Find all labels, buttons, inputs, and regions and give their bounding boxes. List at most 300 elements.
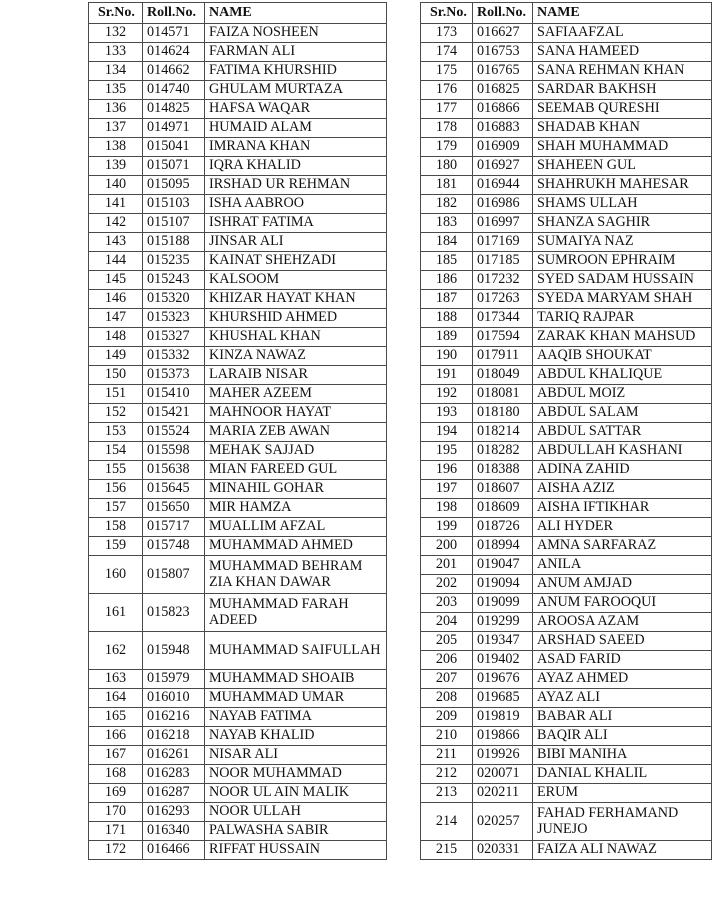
cell-name: FATIMA KHURSHID (205, 62, 387, 81)
cell-sr-no: 160 (89, 556, 143, 594)
cell-roll-no: 016627 (473, 24, 533, 43)
cell-name: FAHAD FERHAMAND JUNEJO (533, 803, 712, 841)
cell-roll-no: 019099 (473, 594, 533, 613)
cell-roll-no: 016261 (143, 746, 205, 765)
cell-name: IMRANA KHAN (205, 138, 387, 157)
cell-sr-no: 153 (89, 423, 143, 442)
table-row (421, 271, 712, 290)
cell-roll-no: 016218 (143, 727, 205, 746)
table-row (89, 24, 387, 43)
cell-sr-no: 134 (89, 62, 143, 81)
cell-name: ABDULLAH KASHANI (533, 442, 712, 461)
cell-name: KHUSHAL KHAN (205, 328, 387, 347)
table-row (89, 556, 387, 594)
cell-roll-no: 015948 (143, 632, 205, 670)
cell-sr-no: 193 (421, 404, 473, 423)
table-row (89, 290, 387, 309)
cell-sr-no: 197 (421, 480, 473, 499)
cell-roll-no: 018994 (473, 537, 533, 556)
table-row (89, 43, 387, 62)
cell-roll-no: 015071 (143, 157, 205, 176)
cell-roll-no: 016765 (473, 62, 533, 81)
table-row (421, 423, 712, 442)
cell-sr-no: 170 (89, 803, 143, 822)
cell-roll-no: 015188 (143, 233, 205, 252)
cell-roll-no: 017185 (473, 252, 533, 271)
cell-sr-no: 182 (421, 195, 473, 214)
table-row (421, 708, 712, 727)
table-row (421, 670, 712, 689)
cell-name: ANUM AMJAD (533, 575, 712, 594)
cell-roll-no: 016866 (473, 100, 533, 119)
table-row (89, 119, 387, 138)
cell-roll-no: 016753 (473, 43, 533, 62)
table-row (421, 841, 712, 860)
cell-roll-no: 016287 (143, 784, 205, 803)
cell-roll-no: 015807 (143, 556, 205, 594)
cell-name: MIAN FAREED GUL (205, 461, 387, 480)
cell-name: AYAZ AHMED (533, 670, 712, 689)
table-body-left (89, 24, 387, 860)
cell-name: SHAH MUHAMMAD (533, 138, 712, 157)
cell-name: LARAIB NISAR (205, 366, 387, 385)
cell-sr-no: 144 (89, 252, 143, 271)
cell-name: ALI HYDER (533, 518, 712, 537)
table-row (421, 613, 712, 632)
table-row (89, 727, 387, 746)
cell-name: DANIAL KHALIL (533, 765, 712, 784)
table-row (89, 214, 387, 233)
cell-sr-no: 196 (421, 461, 473, 480)
cell-name: MUHAMMAD BEHRAM ZIA KHAN DAWAR (205, 556, 387, 594)
cell-name: NAYAB FATIMA (205, 708, 387, 727)
cell-name: SEEMAB QURESHI (533, 100, 712, 119)
cell-roll-no: 018388 (473, 461, 533, 480)
cell-roll-no: 016340 (143, 822, 205, 841)
cell-sr-no: 164 (89, 689, 143, 708)
cell-sr-no: 213 (421, 784, 473, 803)
table-row (89, 708, 387, 727)
table-row (421, 784, 712, 803)
table-row (89, 499, 387, 518)
table-row (89, 100, 387, 119)
cell-sr-no: 142 (89, 214, 143, 233)
table-row (421, 62, 712, 81)
cell-roll-no: 014624 (143, 43, 205, 62)
cell-roll-no: 015235 (143, 252, 205, 271)
cell-name: GHULAM MURTAZA (205, 81, 387, 100)
cell-sr-no: 140 (89, 176, 143, 195)
cell-name: SANA HAMEED (533, 43, 712, 62)
table-row (89, 803, 387, 822)
cell-roll-no: 014571 (143, 24, 205, 43)
cell-name: SHAMS ULLAH (533, 195, 712, 214)
cell-sr-no: 156 (89, 480, 143, 499)
cell-sr-no: 209 (421, 708, 473, 727)
cell-name: AISHA IFTIKHAR (533, 499, 712, 518)
cell-name: ABDUL SALAM (533, 404, 712, 423)
cell-sr-no: 136 (89, 100, 143, 119)
cell-name: HUMAID ALAM (205, 119, 387, 138)
cell-roll-no: 018726 (473, 518, 533, 537)
cell-name: MUHAMMAD SAIFULLAH (205, 632, 387, 670)
cell-sr-no: 152 (89, 404, 143, 423)
table-row (89, 537, 387, 556)
cell-roll-no: 017594 (473, 328, 533, 347)
table-row (421, 461, 712, 480)
cell-sr-no: 186 (421, 271, 473, 290)
header-cell-roll-no: Roll.No. (143, 3, 205, 24)
cell-roll-no: 018609 (473, 499, 533, 518)
cell-sr-no: 199 (421, 518, 473, 537)
cell-roll-no: 018180 (473, 404, 533, 423)
table-row (421, 328, 712, 347)
table-row (89, 233, 387, 252)
cell-name: BABAR ALI (533, 708, 712, 727)
cell-name: KHURSHID AHMED (205, 309, 387, 328)
cell-name: RIFFAT HUSSAIN (205, 841, 387, 860)
table-row (421, 556, 712, 575)
cell-name: MUHAMMAD UMAR (205, 689, 387, 708)
table-row (421, 404, 712, 423)
cell-sr-no: 143 (89, 233, 143, 252)
cell-sr-no: 215 (421, 841, 473, 860)
table-row (89, 841, 387, 860)
table-row (421, 385, 712, 404)
cell-name: AISHA AZIZ (533, 480, 712, 499)
cell-sr-no: 192 (421, 385, 473, 404)
cell-roll-no: 020071 (473, 765, 533, 784)
cell-name: SANA REHMAN KHAN (533, 62, 712, 81)
cell-name: SUMROON EPHRAIM (533, 252, 712, 271)
cell-roll-no: 015748 (143, 537, 205, 556)
cell-sr-no: 138 (89, 138, 143, 157)
cell-name: ABDUL MOIZ (533, 385, 712, 404)
cell-roll-no: 016293 (143, 803, 205, 822)
cell-name: SHANZA SAGHIR (533, 214, 712, 233)
table-row (421, 157, 712, 176)
cell-roll-no: 018607 (473, 480, 533, 499)
cell-roll-no: 019347 (473, 632, 533, 651)
cell-name: NOOR ULLAH (205, 803, 387, 822)
table-row (89, 518, 387, 537)
table-row (89, 594, 387, 632)
table-header-left (89, 3, 387, 24)
cell-sr-no: 172 (89, 841, 143, 860)
cell-roll-no: 020211 (473, 784, 533, 803)
cell-name: NOOR UL AIN MALIK (205, 784, 387, 803)
cell-sr-no: 165 (89, 708, 143, 727)
cell-roll-no: 019299 (473, 613, 533, 632)
cell-roll-no: 017169 (473, 233, 533, 252)
cell-sr-no: 159 (89, 537, 143, 556)
cell-roll-no: 019685 (473, 689, 533, 708)
cell-name: MUHAMMAD AHMED (205, 537, 387, 556)
cell-name: SHAHRUKH MAHESAR (533, 176, 712, 195)
header-cell-sr-no: Sr.No. (421, 3, 473, 24)
cell-roll-no: 016997 (473, 214, 533, 233)
table-row (89, 784, 387, 803)
cell-sr-no: 141 (89, 195, 143, 214)
cell-name: MAHNOOR HAYAT (205, 404, 387, 423)
cell-name: KHIZAR HAYAT KHAN (205, 290, 387, 309)
cell-name: MIR HAMZA (205, 499, 387, 518)
cell-sr-no: 198 (421, 499, 473, 518)
cell-name: ISHRAT FATIMA (205, 214, 387, 233)
header-row (421, 3, 712, 24)
cell-name: MEHAK SAJJAD (205, 442, 387, 461)
cell-sr-no: 183 (421, 214, 473, 233)
cell-name: ASAD FARID (533, 651, 712, 670)
table-row (89, 366, 387, 385)
table-row (89, 404, 387, 423)
table-row (421, 765, 712, 784)
cell-roll-no: 016010 (143, 689, 205, 708)
cell-sr-no: 157 (89, 499, 143, 518)
cell-sr-no: 179 (421, 138, 473, 157)
table-row (89, 480, 387, 499)
cell-roll-no: 015638 (143, 461, 205, 480)
table-row (89, 138, 387, 157)
cell-sr-no: 135 (89, 81, 143, 100)
cell-sr-no: 133 (89, 43, 143, 62)
cell-roll-no: 019047 (473, 556, 533, 575)
cell-roll-no: 015323 (143, 309, 205, 328)
table-row (421, 176, 712, 195)
cell-roll-no: 015717 (143, 518, 205, 537)
cell-sr-no: 168 (89, 765, 143, 784)
table-row (421, 252, 712, 271)
cell-sr-no: 203 (421, 594, 473, 613)
cell-roll-no: 016986 (473, 195, 533, 214)
cell-name: MUHAMMAD SHOAIB (205, 670, 387, 689)
table-row (421, 537, 712, 556)
table-row (89, 176, 387, 195)
cell-name: ARSHAD SAEED (533, 632, 712, 651)
cell-name: NISAR ALI (205, 746, 387, 765)
cell-sr-no: 139 (89, 157, 143, 176)
cell-name: JINSAR ALI (205, 233, 387, 252)
cell-roll-no: 015103 (143, 195, 205, 214)
cell-sr-no: 190 (421, 347, 473, 366)
table-header-right (421, 3, 712, 24)
table-row (421, 347, 712, 366)
cell-sr-no: 175 (421, 62, 473, 81)
cell-sr-no: 161 (89, 594, 143, 632)
table-row (421, 746, 712, 765)
table-row (421, 632, 712, 651)
cell-roll-no: 014740 (143, 81, 205, 100)
cell-sr-no: 173 (421, 24, 473, 43)
cell-sr-no: 145 (89, 271, 143, 290)
table-row (89, 746, 387, 765)
table-row (89, 765, 387, 784)
cell-sr-no: 178 (421, 119, 473, 138)
cell-sr-no: 163 (89, 670, 143, 689)
table-row (421, 651, 712, 670)
cell-name: SARDAR BAKHSH (533, 81, 712, 100)
cell-sr-no: 171 (89, 822, 143, 841)
cell-roll-no: 014825 (143, 100, 205, 119)
table-row (89, 670, 387, 689)
table-row (89, 62, 387, 81)
table-row (89, 328, 387, 347)
cell-sr-no: 151 (89, 385, 143, 404)
roll-table-right (420, 2, 712, 860)
roll-table-left (88, 2, 387, 860)
cell-name: AROOSA AZAM (533, 613, 712, 632)
cell-sr-no: 212 (421, 765, 473, 784)
table-row (421, 119, 712, 138)
cell-name: FAIZA ALI NAWAZ (533, 841, 712, 860)
cell-sr-no: 205 (421, 632, 473, 651)
table-row (421, 290, 712, 309)
cell-sr-no: 155 (89, 461, 143, 480)
cell-name: FARMAN ALI (205, 43, 387, 62)
cell-name: BAQIR ALI (533, 727, 712, 746)
cell-name: IQRA KHALID (205, 157, 387, 176)
table-row (421, 518, 712, 537)
cell-sr-no: 184 (421, 233, 473, 252)
cell-sr-no: 207 (421, 670, 473, 689)
cell-name: SYEDA MARYAM SHAH (533, 290, 712, 309)
cell-roll-no: 019926 (473, 746, 533, 765)
cell-roll-no: 016944 (473, 176, 533, 195)
table-row (89, 252, 387, 271)
table-row (89, 81, 387, 100)
cell-name: SAFIAAFZAL (533, 24, 712, 43)
table-row (421, 214, 712, 233)
cell-name: MUHAMMAD FARAH ADEED (205, 594, 387, 632)
cell-roll-no: 015107 (143, 214, 205, 233)
table-row (89, 271, 387, 290)
table-row (421, 499, 712, 518)
table-row (89, 423, 387, 442)
cell-roll-no: 019676 (473, 670, 533, 689)
cell-roll-no: 019094 (473, 575, 533, 594)
cell-sr-no: 158 (89, 518, 143, 537)
cell-sr-no: 150 (89, 366, 143, 385)
cell-name: KINZA NAWAZ (205, 347, 387, 366)
cell-sr-no: 181 (421, 176, 473, 195)
cell-sr-no: 208 (421, 689, 473, 708)
cell-name: ISHA AABROO (205, 195, 387, 214)
cell-name: AYAZ ALI (533, 689, 712, 708)
cell-name: ZARAK KHAN MAHSUD (533, 328, 712, 347)
cell-sr-no: 162 (89, 632, 143, 670)
table-row (421, 442, 712, 461)
cell-sr-no: 210 (421, 727, 473, 746)
cell-sr-no: 189 (421, 328, 473, 347)
cell-roll-no: 015320 (143, 290, 205, 309)
table-row (421, 727, 712, 746)
cell-sr-no: 174 (421, 43, 473, 62)
cell-sr-no: 195 (421, 442, 473, 461)
cell-roll-no: 016466 (143, 841, 205, 860)
cell-name: SHAHEEN GUL (533, 157, 712, 176)
cell-roll-no: 016927 (473, 157, 533, 176)
header-cell-roll-no: Roll.No. (473, 3, 533, 24)
cell-roll-no: 015645 (143, 480, 205, 499)
table-row (421, 594, 712, 613)
cell-roll-no: 015243 (143, 271, 205, 290)
cell-roll-no: 015095 (143, 176, 205, 195)
cell-name: SHADAB KHAN (533, 119, 712, 138)
cell-sr-no: 200 (421, 537, 473, 556)
cell-name: AMNA SARFARAZ (533, 537, 712, 556)
cell-name: IRSHAD UR REHMAN (205, 176, 387, 195)
cell-name: SUMAIYA NAZ (533, 233, 712, 252)
cell-sr-no: 167 (89, 746, 143, 765)
table-row (421, 81, 712, 100)
cell-roll-no: 015421 (143, 404, 205, 423)
table-row (421, 24, 712, 43)
cell-roll-no: 018081 (473, 385, 533, 404)
cell-name: AAQIB SHOUKAT (533, 347, 712, 366)
cell-roll-no: 015373 (143, 366, 205, 385)
cell-roll-no: 015041 (143, 138, 205, 157)
cell-name: ADINA ZAHID (533, 461, 712, 480)
cell-sr-no: 146 (89, 290, 143, 309)
cell-sr-no: 132 (89, 24, 143, 43)
cell-name: BIBI MANIHA (533, 746, 712, 765)
cell-roll-no: 014971 (143, 119, 205, 138)
cell-roll-no: 019866 (473, 727, 533, 746)
cell-sr-no: 180 (421, 157, 473, 176)
cell-roll-no: 017344 (473, 309, 533, 328)
cell-roll-no: 015650 (143, 499, 205, 518)
table-row (421, 43, 712, 62)
cell-name: ANILA (533, 556, 712, 575)
cell-sr-no: 202 (421, 575, 473, 594)
cell-name: MINAHIL GOHAR (205, 480, 387, 499)
table-row (421, 309, 712, 328)
table-row (421, 366, 712, 385)
cell-roll-no: 018214 (473, 423, 533, 442)
table-row (421, 195, 712, 214)
cell-roll-no: 017232 (473, 271, 533, 290)
table-row (421, 233, 712, 252)
cell-roll-no: 017911 (473, 347, 533, 366)
cell-sr-no: 147 (89, 309, 143, 328)
header-cell-sr-no: Sr.No. (89, 3, 143, 24)
cell-name: PALWASHA SABIR (205, 822, 387, 841)
cell-roll-no: 015524 (143, 423, 205, 442)
header-cell-name: NAME (533, 3, 712, 24)
cell-sr-no: 211 (421, 746, 473, 765)
table-row (421, 138, 712, 157)
table-row (89, 157, 387, 176)
cell-sr-no: 185 (421, 252, 473, 271)
cell-roll-no: 016283 (143, 765, 205, 784)
table-row (89, 385, 387, 404)
table-row (89, 632, 387, 670)
cell-name: MUALLIM AFZAL (205, 518, 387, 537)
cell-roll-no: 020331 (473, 841, 533, 860)
cell-roll-no: 018049 (473, 366, 533, 385)
cell-name: SYED SADAM HUSSAIN (533, 271, 712, 290)
cell-name: KAINAT SHEHZADI (205, 252, 387, 271)
cell-sr-no: 148 (89, 328, 143, 347)
table-row (89, 461, 387, 480)
cell-roll-no: 015327 (143, 328, 205, 347)
table-row (421, 480, 712, 499)
table-row (89, 689, 387, 708)
cell-sr-no: 188 (421, 309, 473, 328)
cell-name: ABDUL SATTAR (533, 423, 712, 442)
roll-table-right-wrapper (420, 2, 712, 860)
cell-name: NAYAB KHALID (205, 727, 387, 746)
